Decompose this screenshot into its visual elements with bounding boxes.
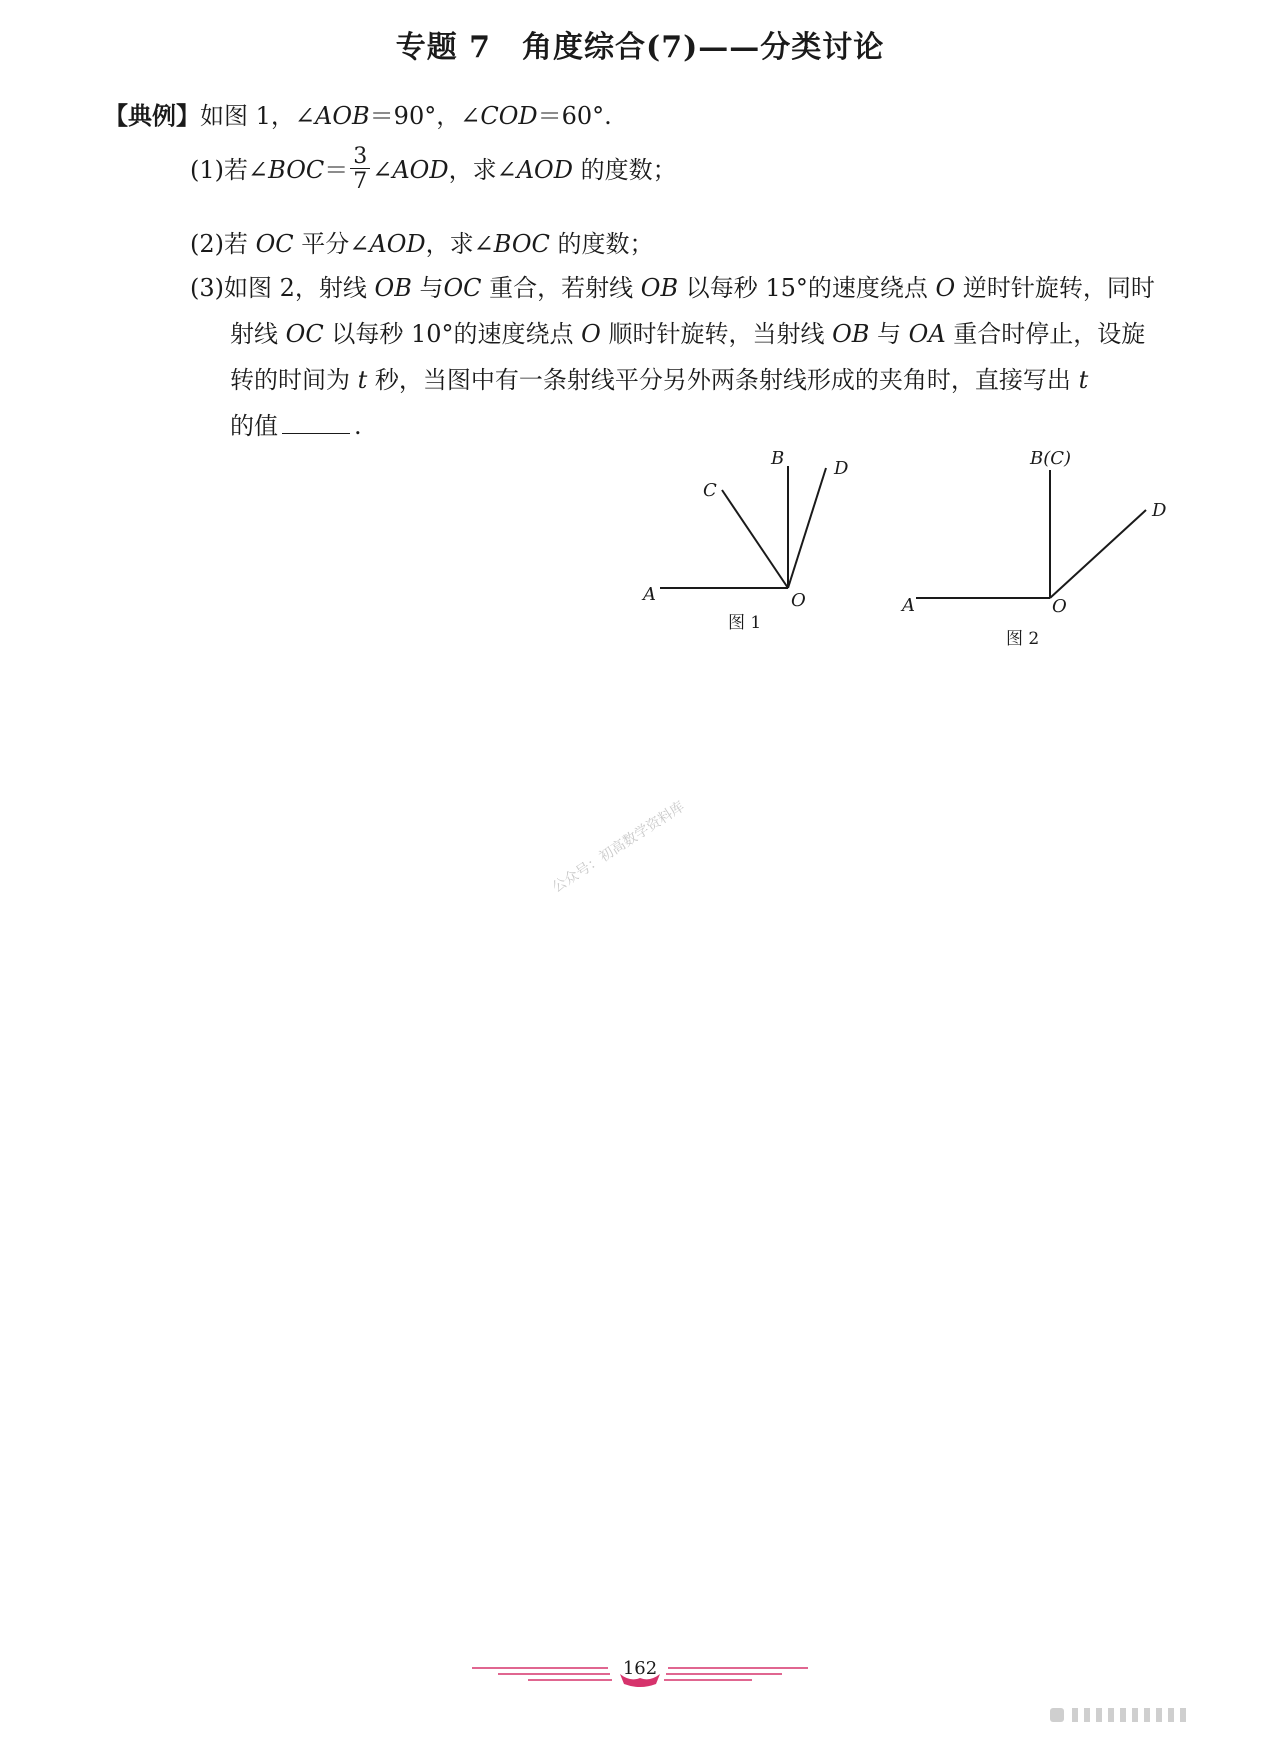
q1-angle-aod-2: ∠AOD	[496, 156, 573, 184]
q3-text: 以每秒 10°的速度绕点	[323, 320, 582, 348]
angle-aob-value: ＝90°，	[369, 102, 461, 130]
q3-o: O	[935, 274, 956, 302]
angle-cod-value: ＝60°.	[537, 102, 612, 130]
q1-prefix: (1)若	[190, 156, 248, 184]
example-tag: 【典例】	[104, 101, 200, 130]
q3-text: 重合时停止，设旋	[945, 320, 1146, 348]
q3-o: O	[581, 320, 601, 348]
q2-suffix: 的度数；	[549, 230, 654, 258]
figures-svg	[0, 0, 1280, 700]
q3-text: (3)如图 2，射线	[190, 274, 375, 302]
q2-prefix: (2)若	[190, 230, 256, 258]
q2-oc: OC	[255, 230, 294, 258]
watermark: 公众号：初高数学资料库	[549, 798, 688, 896]
q3-ob: OB	[832, 320, 870, 348]
angle-aob: ∠AOB	[294, 102, 370, 130]
q1-equals: ＝	[324, 156, 349, 184]
q3-oa: OA	[908, 320, 946, 348]
q3-t: t	[1078, 366, 1089, 394]
fig1-label-o: O	[791, 590, 806, 611]
angle-cod: ∠COD	[460, 102, 538, 130]
q3-text: .	[354, 412, 362, 440]
ray-oc-fig1	[722, 490, 788, 588]
q3-oc: OC	[285, 320, 324, 348]
q3-ob: OB	[374, 274, 412, 302]
q3-text: 与	[869, 320, 909, 348]
fig2-label-o: O	[1052, 596, 1067, 617]
q2-angle-aod: ∠AOD	[349, 230, 426, 258]
fig1-label-d: D	[834, 458, 849, 479]
q3-text: 秒，当图中有一条射线平分另外两条射线形成的夹角时，直接写出	[367, 366, 1079, 394]
q3-text: 顺时针旋转，当射线	[600, 320, 833, 348]
q1-angle-aod: ∠AOD	[372, 156, 449, 184]
figure-2	[916, 470, 1146, 598]
q3-text: 转的时间为	[230, 366, 358, 394]
q1-angle-boc: ∠BOC	[248, 156, 325, 184]
page-number: 162	[622, 1658, 658, 1679]
q3-t: t	[357, 366, 368, 394]
q3-text: 与	[411, 274, 444, 302]
q3-text: 以每秒 15°的速度绕点	[678, 274, 936, 302]
q3-text: 的值	[230, 412, 278, 440]
figure-1-caption: 图 1	[728, 613, 762, 633]
fig1-label-b: B	[771, 448, 785, 469]
q2-mid2: ，求	[425, 230, 474, 258]
q1-suffix: 的度数；	[572, 156, 677, 184]
figure-1	[660, 466, 826, 588]
q3-text: 逆时针旋转，同时	[955, 274, 1155, 302]
corner-mark-icon	[1050, 1706, 1230, 1726]
fig2-label-bc: B(C)	[1030, 448, 1072, 469]
fig2-label-d: D	[1152, 500, 1167, 521]
ray-od-fig1	[788, 468, 826, 588]
q3-text: 重合，若射线	[481, 274, 641, 302]
fraction-numerator: 3	[350, 146, 370, 169]
example-intro-prefix: 如图 1，	[200, 102, 295, 130]
ray-od-fig2	[1050, 510, 1146, 598]
q3-text: 射线	[230, 320, 286, 348]
q1-mid: ，求	[448, 156, 497, 184]
q3-oc: OC	[443, 274, 482, 302]
q2-angle-boc: ∠BOC	[473, 230, 550, 258]
q3-ob: OB	[640, 274, 679, 302]
q2-mid: 平分	[293, 230, 350, 258]
fig1-label-a: A	[643, 584, 656, 605]
figure-2-caption: 图 2	[1006, 629, 1040, 649]
fraction-denominator: 7	[353, 169, 368, 194]
fig1-label-c: C	[703, 480, 717, 501]
fig2-label-a: A	[902, 595, 915, 616]
page-title: 专题 7 角度综合(7)——分类讨论	[395, 30, 885, 65]
